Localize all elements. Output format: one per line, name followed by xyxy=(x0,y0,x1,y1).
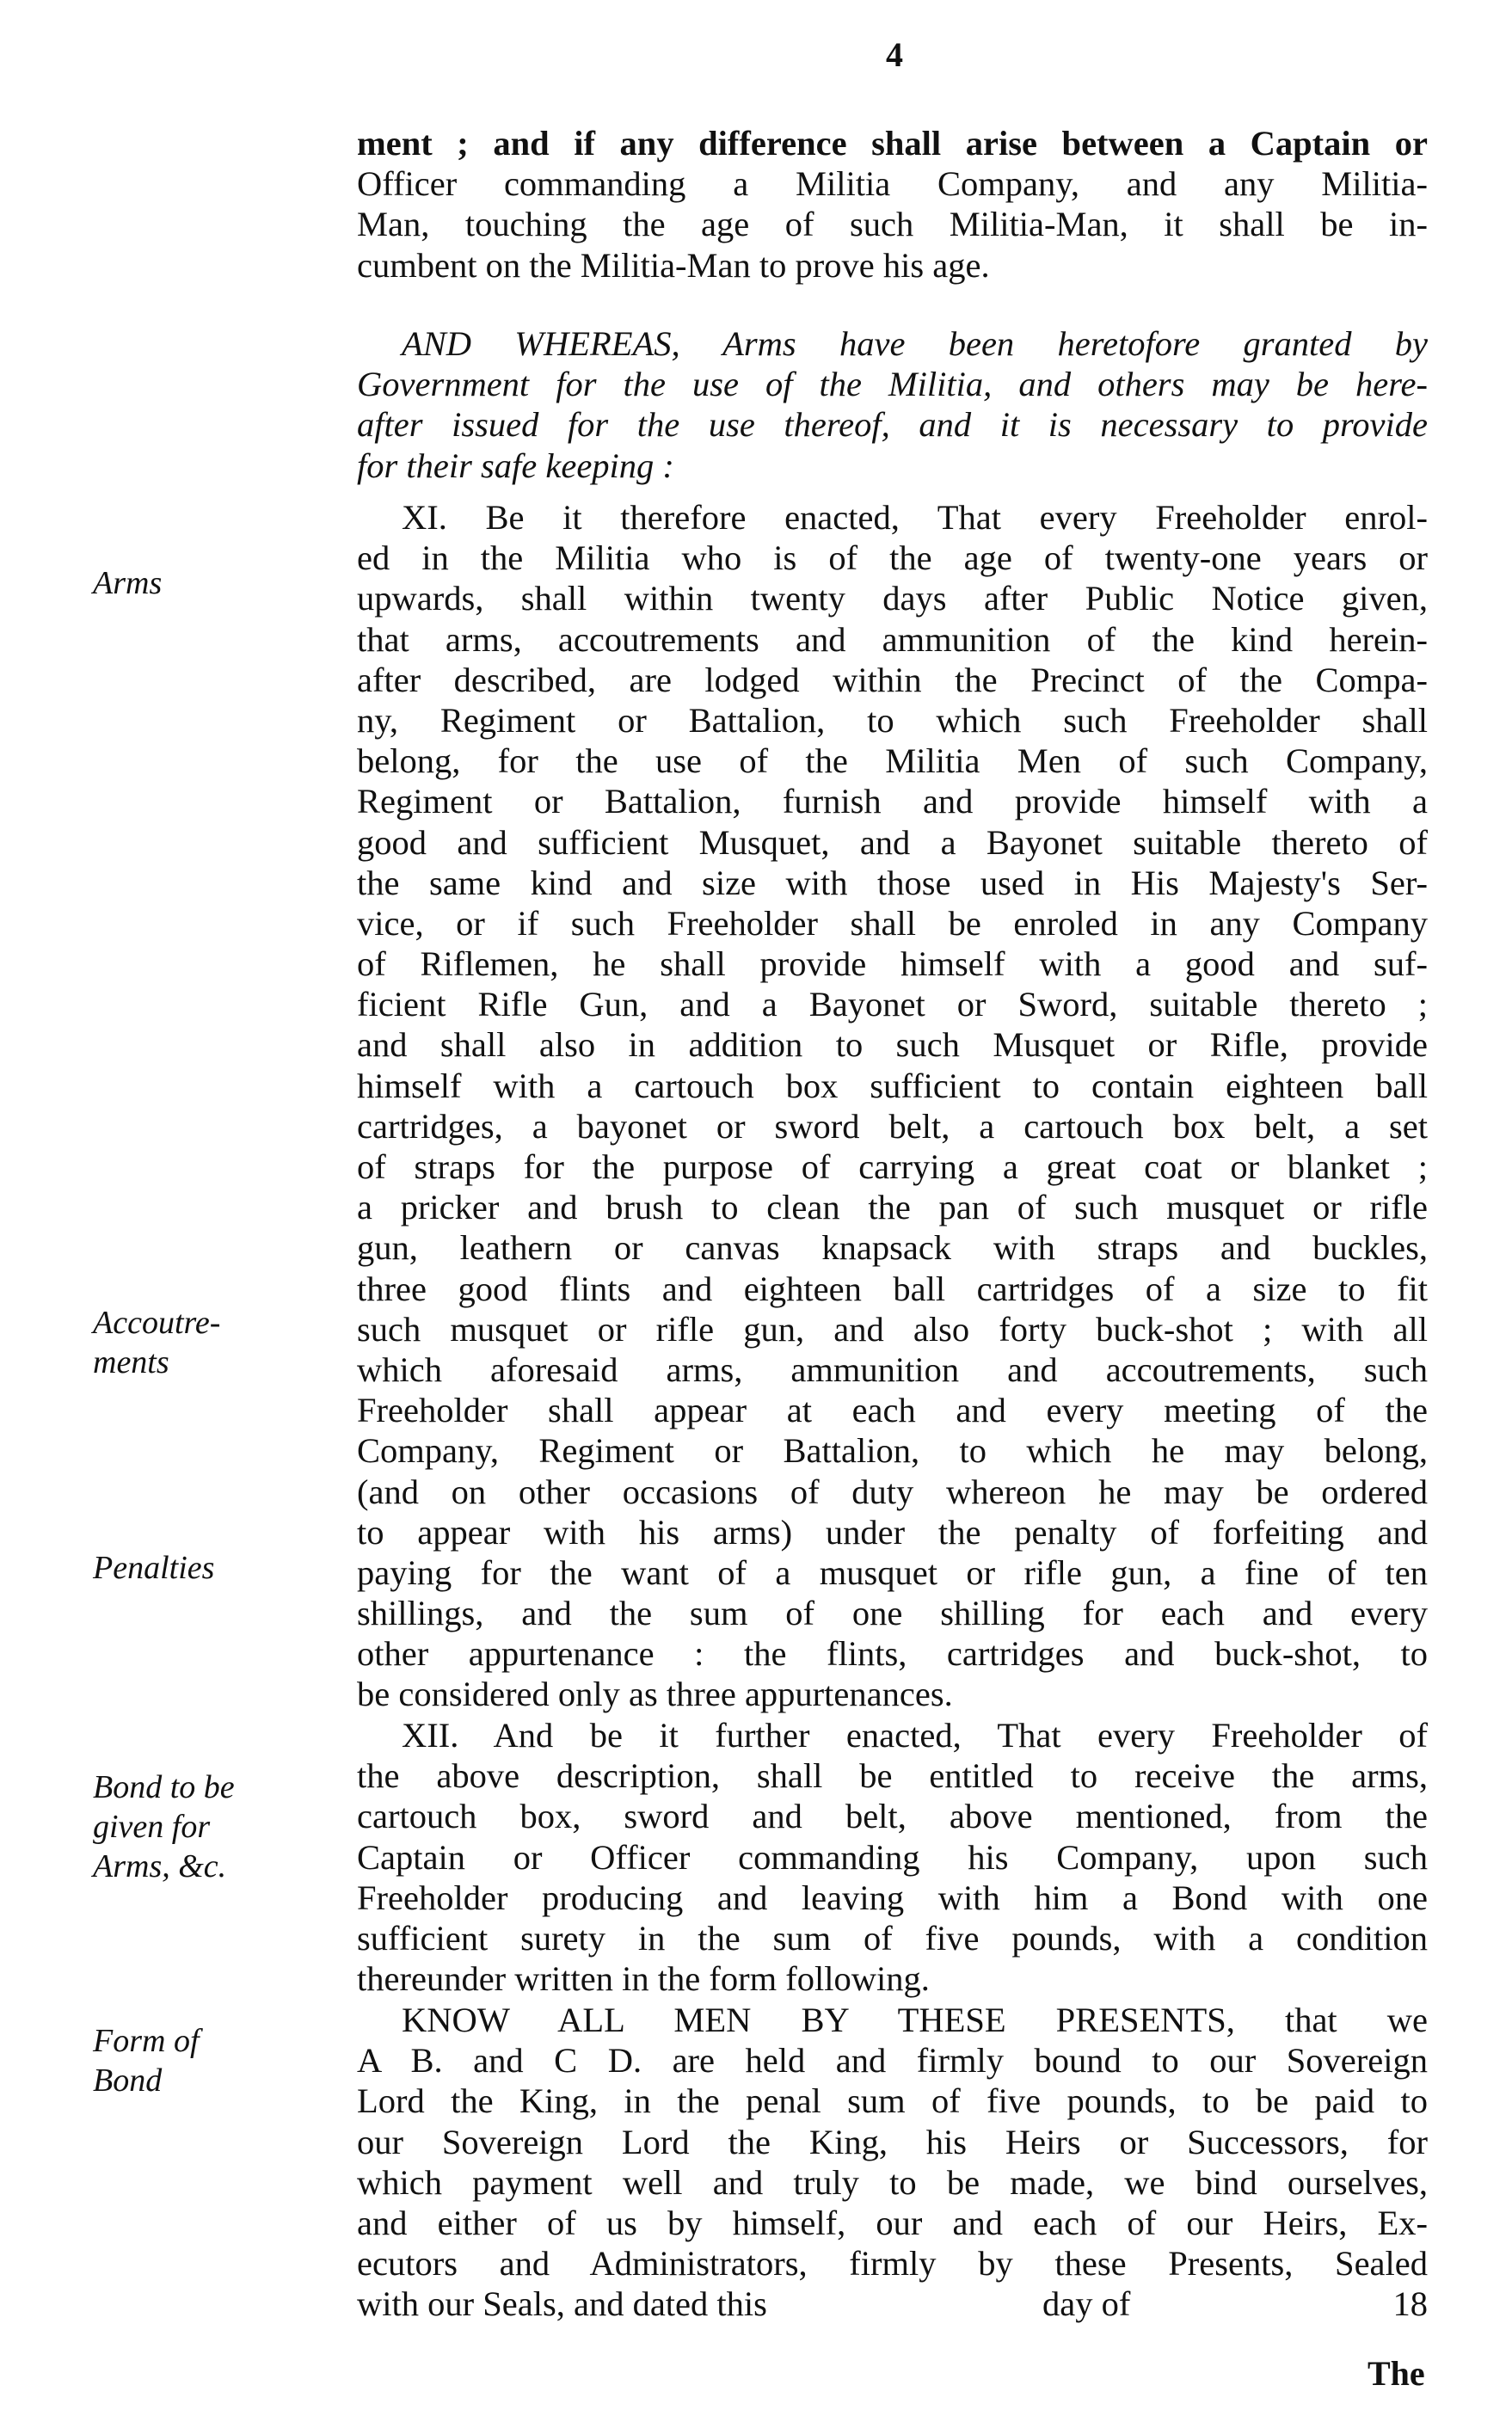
text-line: three good flints and eighteen ball cartridges of a size to fit xyxy=(357,1269,1428,1308)
section-xi xyxy=(357,497,1428,1715)
section-xii xyxy=(357,1715,1428,1999)
margin-note-form-of-bond: Form of Bond xyxy=(93,2023,200,2099)
margin-note-arms: Arms xyxy=(93,565,163,601)
text-line: shillings, and the sum of one shilling for each and every xyxy=(357,1594,1428,1633)
text-line: and either of us by himself, our and each of our Heirs, Ex- xyxy=(357,2203,1428,2242)
paragraph-continuation xyxy=(357,123,1428,286)
margin-note-penalties: Penalties xyxy=(93,1550,215,1586)
text-line: Man, touching the age of such Militia-Man, it shall be in- xyxy=(357,205,1428,244)
year-prefix-text: 18 xyxy=(1392,2284,1428,2324)
page-number: 4 xyxy=(886,35,903,74)
text-line: such musquet or rifle gun, and also forty buck-shot ; with all xyxy=(357,1309,1428,1349)
text-line: Regiment or Battalion, furnish and provide himself with a xyxy=(357,782,1428,821)
text-line: after issued for the use thereof, and it is necessary to provide xyxy=(357,405,1428,445)
text-line: a pricker and brush to clean the pan of such musquet or rifle xyxy=(357,1188,1428,1227)
text-line: thereunder written in the form following. xyxy=(357,1959,930,1999)
text-line: other appurtenance : the flints, cartridges and buck-shot, to xyxy=(357,1634,1428,1674)
text-line: for their safe keeping : xyxy=(357,446,674,485)
text-line: which payment well and truly to be made, we bind ourselves, xyxy=(357,2162,1428,2202)
text-line: XII. And be it further enacted, That every Freeholder of xyxy=(402,1716,1428,1755)
text-line: Freeholder shall appear at each and every meeting of the xyxy=(357,1391,1428,1430)
text-line: ecutors and Administrators, firmly by these Presents, Sealed xyxy=(357,2244,1428,2284)
text-line: A B. and C D. are held and firmly bound to our Sovereign xyxy=(357,2041,1428,2081)
text-line: paying for the want of a musquet or rifle gun, a fine of ten xyxy=(357,1552,1428,1592)
text-line: himself with a cartouch box sufficient to contain eighteen ball xyxy=(357,1066,1428,1105)
text-line: ficient Rifle Gun, and a Bayonet or Sword, suitable thereto ; xyxy=(357,985,1428,1024)
text-line: cumbent on the Militia-Man to prove his age. xyxy=(357,245,990,285)
text-line: the same kind and size with those used in His Majesty's Ser- xyxy=(357,863,1428,902)
text-line: (and on other occasions of duty whereon he may be ordered xyxy=(357,1472,1428,1511)
form-of-bond xyxy=(357,2000,1428,2325)
text-line: cartouch box, sword and belt, above mentioned, from the xyxy=(357,1797,1428,1836)
margin-note-accoutrements: Accoutre- ments xyxy=(93,1305,221,1380)
text-line: of straps for the purpose of carrying a great coat or blanket ; xyxy=(357,1147,1428,1186)
text-line: vice, or if such Freeholder shall be enroled in any Company xyxy=(357,903,1428,943)
text-line: Freeholder producing and leaving with him a Bond with one xyxy=(357,1878,1428,1917)
text-line: cartridges, a bayonet or sword belt, a cartouch box belt, a set xyxy=(357,1106,1428,1146)
text-line: Company, Regiment or Battalion, to which he may belong, xyxy=(357,1431,1428,1471)
day-of-text: day of xyxy=(1042,2284,1131,2324)
text-line: good and sufficient Musquet, and a Bayonet suitable thereto of xyxy=(357,822,1428,862)
text-line: to appear with his arms) under the penalty of forfeiting and xyxy=(357,1512,1428,1552)
text-line: and shall also in addition to such Musquet or Rifle, provide xyxy=(357,1025,1428,1065)
text-line: belong, for the use of the Militia Men of such Company, xyxy=(357,741,1428,781)
text-line: AND WHEREAS, Arms have been heretofore granted by xyxy=(402,324,1428,363)
text-line: after described, are lodged within the Precinct of the Compa- xyxy=(357,660,1428,699)
text-line: ny, Regiment or Battalion, to which such Freeholder shall xyxy=(357,700,1428,740)
margin-note-bond-for-arms: Bond to be given for Arms, &c. xyxy=(93,1769,235,1884)
dated-this-text: with our Seals, and dated this xyxy=(357,2284,767,2324)
text-line-dated xyxy=(357,2284,1428,2324)
text-line: that arms, accoutrements and ammunition of the kind herein- xyxy=(357,619,1428,659)
text-line: our Sovereign Lord the King, his Heirs or Successors, for xyxy=(357,2122,1428,2161)
text-line: upwards, shall within twenty days after Public Notice given, xyxy=(357,579,1428,618)
text-line: Officer commanding a Militia Company, and any Militia- xyxy=(357,164,1428,204)
paragraph-whereas xyxy=(357,323,1428,486)
text-line: Lord the King, in the penal sum of five pounds, to be paid to xyxy=(357,2081,1428,2121)
catchword: The xyxy=(1368,2354,1425,2393)
text-line: of Riflemen, he shall provide himself with a good and suf- xyxy=(357,944,1428,984)
text-line: gun, leathern or canvas knapsack with straps and buckles, xyxy=(357,1228,1428,1268)
text-line: sufficient surety in the sum of five pounds, with a condition xyxy=(357,1918,1428,1958)
text-line: ment ; and if any difference shall arise between a Captain or xyxy=(357,124,1428,163)
text-line: Government for the use of the Militia, and others may be here- xyxy=(357,365,1428,404)
text-line: KNOW ALL MEN BY THESE PRESENTS, that we xyxy=(402,2001,1428,2039)
text-line: be considered only as three appurtenances. xyxy=(357,1675,953,1714)
text-line: Captain or Officer commanding his Company, upon such xyxy=(357,1837,1428,1877)
text-line: the above description, shall be entitled to receive the arms, xyxy=(357,1756,1428,1796)
text-line: which aforesaid arms, ammunition and accoutrements, such xyxy=(357,1349,1428,1389)
text-line: XI. Be it therefore enacted, That every Freeholder enrol- xyxy=(402,498,1428,537)
text-line: ed in the Militia who is of the age of twenty-one years or xyxy=(357,538,1428,578)
